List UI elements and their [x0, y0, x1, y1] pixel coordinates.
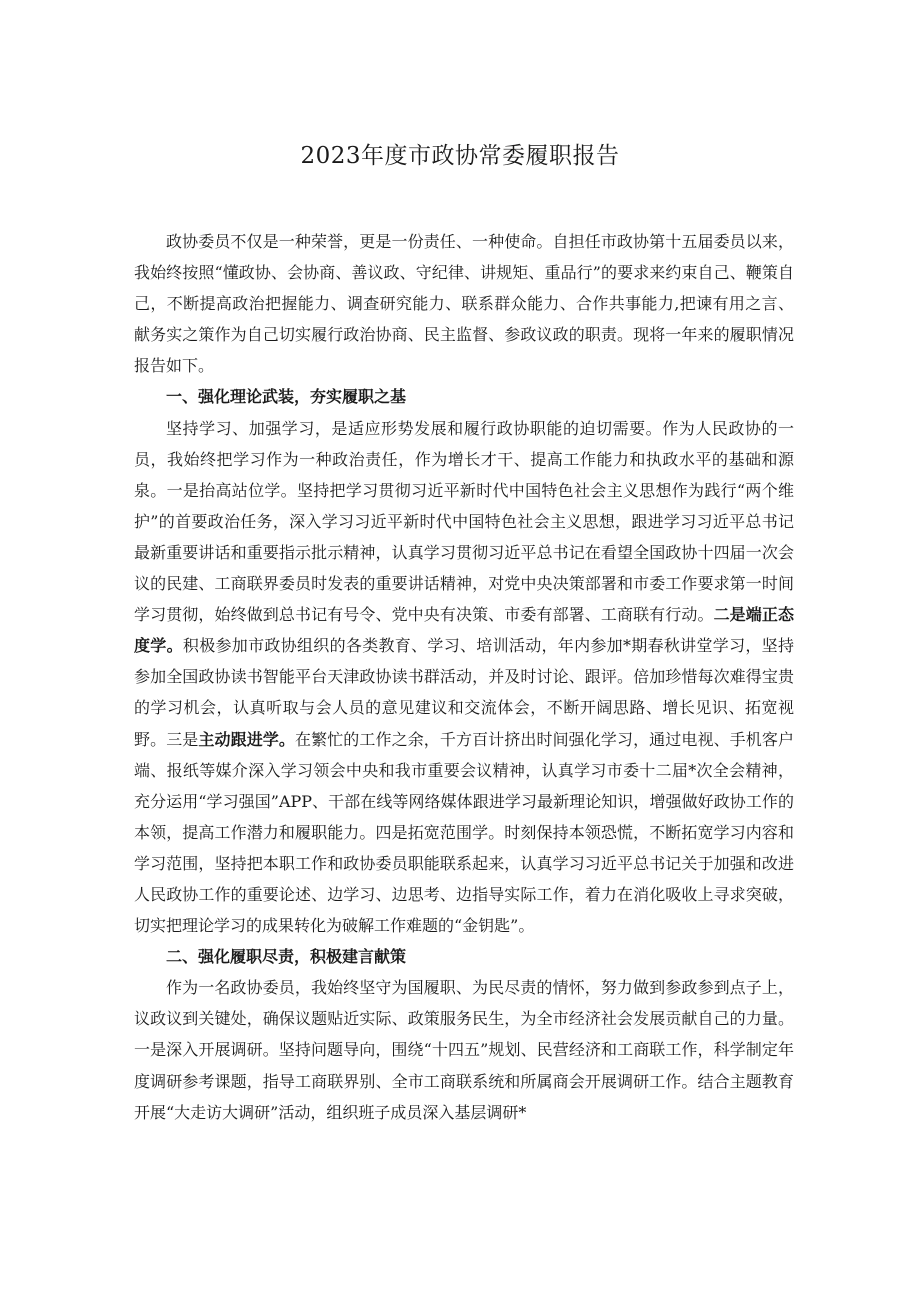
section-2-heading: 二、强化履职尽责，积极建言献策: [166, 947, 407, 967]
section-1-emphasis-c: 主动跟进学。: [198, 729, 295, 749]
section-2-paragraph: 作为一名政协委员，我始终坚守为国履职、为民尽责的情怀，努力做到参政参到点子上，议政议到关键处，确保议题贴近实际、政策服务民生，为全市经济社会发展贡献自己的力量。一是深入开展调研。坚持问题导向，围绕“十四五”规划、民营经济和工商联工作，科学制定年度调研参考课题，指导工商联界别、全市工商联系统和所属商会开展调研工作。结合主题教育开展“大走访大调研”活动，组织班子成员深入基层调研*: [134, 978, 794, 1122]
section-1-text-c: 在繁忙的工作之余，千方百计挤出时间强化学习，通过电视、手机客户端、报纸等媒介深入学习领会中央和我市重要会议精神，认真学习市委十二届*次全会精神，充分运用“学习强国”APP、干部在线等网络媒体跟进学习最新理论知识，增强做好政协工作的本领，提高工作潜力和履职能力。四是拓宽范围学。时刻保持本领恐慌，不断拓宽学习内容和学习范围，坚持把本职工作和政协委员职能联系起来，认真学习习近平总书记关于加强和改进人民政协工作的重要论述、边学习、边思考、边指导实际工作，着力在消化吸收上寻求突破，切实把理论学习的成果转化为破解工作难题的“金钥匙”。: [134, 729, 794, 936]
intro-paragraph: 政协委员不仅是一种荣誉，更是一份责任、一种使命。自担任市政协第十五届委员以来，我始终按照“懂政协、会协商、善议政、守纪律、讲规矩、重品行”的要求来约束自己、鞭策自己，不断提高政治把握能力、调查研究能力、联系群众能力、合作共事能力,把谏有用之言、献务实之策作为自己切实履行政治协商、民主监督、参政议政的职责。现将一年来的履职情况报告如下。: [134, 232, 794, 376]
section-1-paragraph: [134, 413, 794, 942]
document-body: [134, 226, 794, 1128]
section-1-text-a: 坚持学习、加强学习，是适应形势发展和履行政协职能的迫切需要。作为人民政协的一员，我始终把学习作为一种政治责任，作为增长才干、提高工作能力和执政水平的基础和源泉。一是抬高站位学。坚持把学习贯彻习近平新时代中国特色社会主义思想作为践行“两个维护”的首要政治任务，深入学习习近平新时代中国特色社会主义思想，跟进学习习近平总书记最新重要讲话和重要指示批示精神，认真学习贯彻习近平总书记在看望全国政协十四届一次会议的民建、工商联界委员时发表的重要讲话精神，对党中央决策部署和市委工作要求第一时间学习贯彻，始终做到总书记有号令、党中央有决策、市委有部署、工商联有行动。: [134, 418, 794, 625]
section-1-emphasis-b: 二是端正态度学。: [134, 605, 794, 656]
section-1-heading: 一、强化理论武装，夯实履职之基: [166, 387, 407, 407]
section-1-text-b: 积极参加市政协组织的各类教育、学习、培训活动，年内参加*期春秋讲堂学习，坚持参加全国政协读书智能平台天津政协读书群活动，并及时讨论、跟评。倍加珍惜每次难得宝贵的学习机会，认真听取与会人员的意见建议和交流体会，不断开阔思路、增长见识、拓宽视野。三是: [134, 636, 794, 749]
document-title: 2023年度市政协常委履职报告: [300, 143, 620, 169]
